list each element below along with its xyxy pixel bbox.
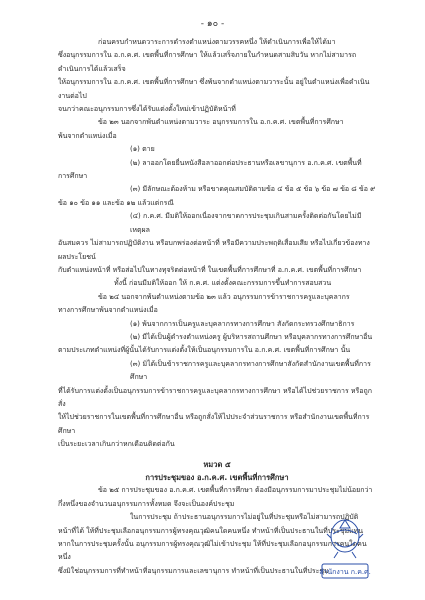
paragraph-line: อันสมควร ไม่สามารถปฏิบัติงาน หรือบกพร่องต่อหน้าที่ หรือมีความประพฤติเสื่อมเสีย หรือไปเกี่ยวข้องทางผลประโยชน์ <box>58 239 370 261</box>
paragraph-line: ซึ่งมิใช่อนุกรรมการที่ทำหน้าที่อนุกรรมการและเลขานุการ ทำหน้าที่เป็นประธานในที่ประชุม <box>58 566 329 575</box>
clause-item: (๒) มีได้เป็นผู้ดำรงตำแหน่งครู ผู้บริหารสถานศึกษา หรือบุคลากรทางการศึกษาอื่น <box>130 332 373 341</box>
paragraph-line: ข้อ ๑๐ ข้อ ๑๑ และข้อ ๑๒ แล้วแต่กรณี <box>58 198 174 207</box>
clause-item: (๑) พ้นจากการเป็นครูและบุคลากรทางการศึกษา สังกัดกระทรวงศึกษาธิการ <box>130 319 355 328</box>
clause-item: (๒) ลาออกโดยยื่นหนังสือลาออกต่อประธานหรือเลขานุการ อ.ก.ค.ศ. เขตพื้นที่ <box>130 158 362 167</box>
stamp-text: สำนักงาน ก.ค.ศ. <box>319 568 371 576</box>
official-seal-stamp <box>318 512 372 584</box>
section-subtitle: การประชุมของ อ.ก.ค.ศ. เขตพื้นที่การศึกษา <box>145 473 289 482</box>
page-number: - ๑๐ - <box>200 19 225 29</box>
paragraph-line: กับตำแหน่งหน้าที่ หรือส่อไปในทางทุจริตต่อหน้าที่ ในเขตพื้นที่การศึกษาที่ อ.ก.ค.ศ. เขตพื้นที่การศึกษา <box>58 265 362 274</box>
paragraph-line: ซึ่งอนุกรรมการใน อ.ก.ค.ศ. เขตพื้นที่การศึกษา ให้แล้วเสร็จภายในกำหนดสามสิบวัน หากไม่สามารถดำเนินการได้แล้วเสร็จ <box>58 51 357 73</box>
clause-24: ข้อ ๒๔ นอกจากพ้นตำแหน่งตามข้อ ๒๓ แล้ว อนุกรรมการข้าราชการครูและบุคลากร <box>98 292 350 301</box>
clause-23: ข้อ ๒๓ นอกจากพ้นตำแหน่งตามวาระ อนุกรรมการใน อ.ก.ค.ศ. เขตพื้นที่การศึกษา <box>98 118 344 127</box>
paragraph-line: ให้อนุกรรมการใน อ.ก.ค.ศ. เขตพื้นที่การศึกษา ซึ่งพ้นจากตำแหน่งตามวาระนั้น อยู่ในตำแหน่งเพื่อดำเนินงานต่อไป <box>58 78 370 100</box>
clause-item: (๓) มิได้เป็นข้าราชการครูและบุคลากรทางการศึกษาสังกัดสำนักงานเขตพื้นที่การศึกษา <box>130 359 371 382</box>
paragraph-line: หากในการประชุมครั้งนั้น อนุกรรมการผู้ทรงคุณวุฒิไม่เข้าประชุม ให้ที่ประชุมเลือกอนุกรรมการคนใดคนหนึ่ง <box>58 540 367 562</box>
paragraph-line: จนกว่าคณะอนุกรรมการซึ่งได้รับแต่งตั้งใหม่เข้าปฏิบัติหน้าที่ <box>58 105 236 114</box>
section-title: หมวด ๕ <box>203 459 231 469</box>
paragraph-line: หน้าที่ได้ ให้ที่ประชุมเลือกอนุกรรมการผู้ทรงคุณวุฒิคนใดคนหนึ่ง ทำหน้าที่เป็นประธานในที่ประชุมแทน <box>58 526 364 535</box>
document-body <box>58 36 376 578</box>
paragraph-line: ก่อนครบกำหนดวาระการดำรงตำแหน่งตามวรรคหนึ่ง ให้ดำเนินการเพื่อให้ได้มา <box>98 38 336 46</box>
clause-item: (๔) ก.ค.ศ. มีมติให้ออกเนื่องจากขาดการประชุมเกินสามครั้งติดต่อกันโดยไม่มีเหตุผล <box>130 212 362 234</box>
paragraph-line: ทางการศึกษาพ้นจากตำแหน่งเมื่อ <box>58 306 158 315</box>
paragraph-line: พ้นจากตำแหน่งเมื่อ <box>58 131 117 140</box>
clause-item: (๑) ตาย <box>130 145 155 154</box>
paragraph-line: การศึกษา <box>58 172 88 181</box>
clause-25: ข้อ ๒๕ การประชุมของ อ.ก.ค.ศ. เขตพื้นที่การศึกษา ต้องมีอนุกรรมการมาประชุมไม่น้อยกว่า <box>98 486 373 495</box>
paragraph-line: ให้ไปช่วยราชการในเขตพื้นที่การศึกษาอื่น หรือถูกสั่งให้ไปประจำส่วนราชการ หรือสำนักงานเขตพื้นที่การศึกษา <box>58 413 370 435</box>
clause-item: (๓) มีลักษณะต้องห้าม หรือขาดคุณสมบัติตามข้อ ๔ ข้อ ๕ ข้อ ๖ ข้อ ๗ ข้อ ๘ ข้อ ๙ <box>130 185 376 194</box>
paragraph-line: กึ่งหนึ่งของจำนวนอนุกรรมการทั้งหมด จึงจะเป็นองค์ประชุม <box>58 499 235 508</box>
paragraph-line: ตามประเภทตำแหน่งที่ผู้นั้นได้รับการแต่งตั้งให้เป็นอนุกรรมการใน อ.ก.ค.ศ. เขตพื้นที่การศึกษา นั้น <box>58 346 351 355</box>
paragraph-line: เป็นระยะเวลาเกินกว่าหกเดือนติดต่อกัน <box>58 440 175 449</box>
paragraph-line: ในการประชุม ถ้าประธานอนุกรรมการไม่อยู่ในที่ประชุมหรือไม่สามารถปฏิบัติ <box>130 513 359 522</box>
paragraph-line: ที่ได้รับการแต่งตั้งเป็นอนุกรรมการข้าราชการครูและบุคลากรทางการศึกษา หรือได้ไปช่วยราชการ หรือถูกสั่ง <box>58 386 372 408</box>
paragraph-line: ทั้งนี้ ก่อนมีมติให้ออก ให้ ก.ค.ศ. แต่งตั้งคณะกรรมการขึ้นทำการสอบสวน <box>114 279 332 288</box>
